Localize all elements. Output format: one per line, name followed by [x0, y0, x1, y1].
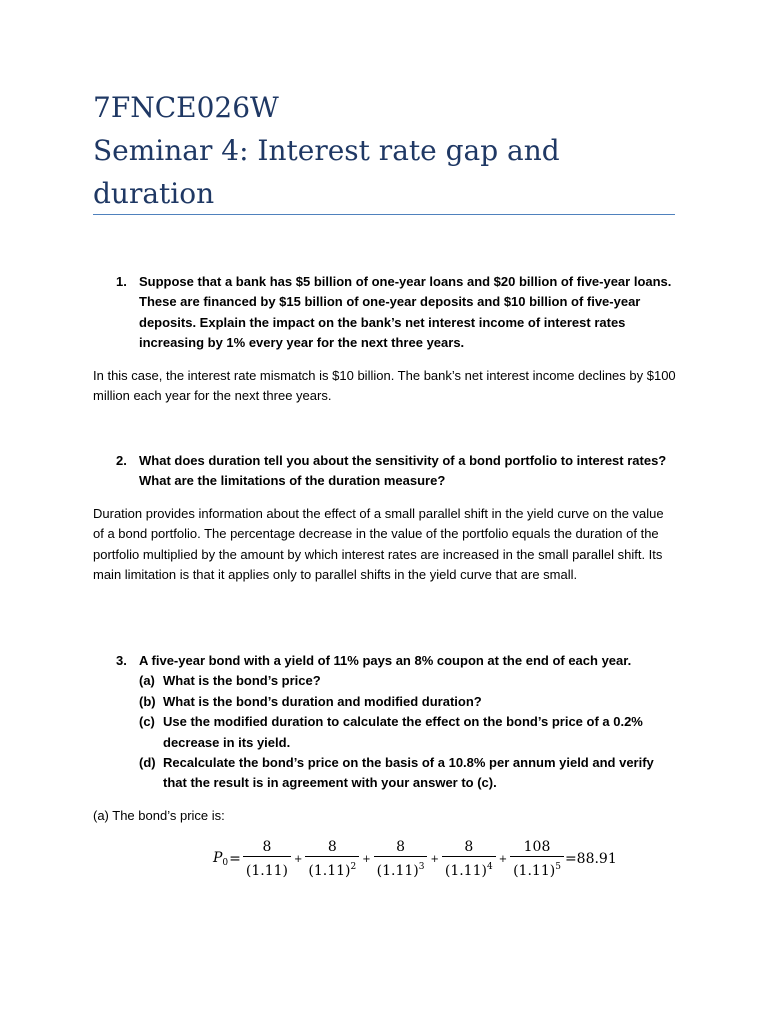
answer-3a-intro: (a) The bond’s price is: [93, 808, 225, 823]
equals-sign: = [229, 851, 241, 867]
seminar-title-line-1: Seminar 4: Interest rate gap and [93, 134, 560, 167]
plus-sign: + [430, 853, 439, 865]
question-1 [116, 272, 676, 354]
sub-question-c: (c) Use the modified duration to calculate the effect on the bond’s price of a 0.2% decrease in its yield. [139, 714, 643, 750]
answer-2: Duration provides information about the effect of a small parallel shift in the yield curve on the value of a bond portfolio. The percentage decrease in the value of the portfolio equals the duration of the portfolio multiplied by the amount by which interest rates are increased in the small parallel shift. Its main limitation is that it applies only to parallel shifts in the yield curve that are small. [93, 506, 664, 583]
formula-lhs: $P_0$ [213, 850, 229, 868]
page-title [93, 86, 683, 215]
sub-question-a: (a) What is the bond’s price? [139, 673, 321, 689]
question-2 [116, 451, 676, 492]
plus-sign: + [362, 853, 371, 865]
question-body [139, 651, 676, 794]
question-number: 3. [116, 653, 127, 668]
formula-term-3: $\frac{8}{(1.11)^3}$ [374, 838, 428, 880]
formula-term-1: $\frac{8}{(1.11)}$ [243, 838, 291, 880]
plus-sign: + [294, 853, 303, 865]
plus-sign: + [498, 853, 508, 865]
formula-term-5: $\frac{108}{(1.11)^5}$ [510, 838, 564, 880]
formula-result: =88.91 [564, 851, 617, 867]
answer-1: In this case, the interest rate mismatch is $10 billion. The bank’s net interest income declines by $100 million each year for the next three years. [93, 368, 676, 404]
course-code: 7FNCE026W [93, 91, 279, 124]
question-number: 2. [116, 453, 127, 468]
question-text: A five-year bond with a yield of 11% pays an 8% coupon at the end of each year. [139, 653, 632, 668]
formula-term-4: $\frac{8}{(1.11)^4}$ [442, 838, 496, 880]
formula-term-2: $\frac{8}{(1.11)^2}$ [305, 838, 359, 880]
seminar-title-line-2: duration [93, 177, 215, 210]
sub-question-d: (d) Recalculate the bond’s price on the basis of a 10.8% per annum yield and verify that the result is in agreement with your answer to (c). [139, 755, 654, 791]
question-3 [116, 651, 676, 794]
title-divider [93, 214, 675, 215]
question-number: 1. [116, 274, 127, 289]
question-text: What does duration tell you about the sensitivity of a bond portfolio to interest rates? What are the limitations of the duration measure? [139, 453, 667, 489]
question-text: Suppose that a bank has $5 billion of one-year loans and $20 billion of five-year loans. These are financed by $15 billion of one-year deposits and $10 billion of five-year deposits. Explain the impact on the bank’s net interest income of interest rates increasing by 1% every year for the next three years. [139, 274, 672, 351]
bond-price-formula [213, 836, 617, 882]
sub-question-b: (b) What is the bond’s duration and modified duration? [139, 693, 482, 709]
